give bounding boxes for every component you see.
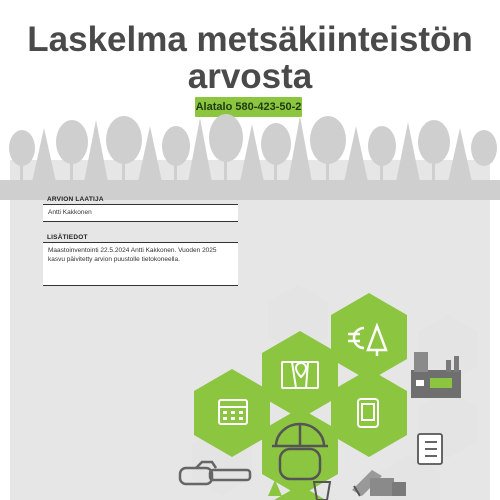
document-title-line2: arvosta: [187, 57, 313, 96]
hex-green: [331, 369, 407, 457]
hex-green: [331, 293, 407, 381]
additional-info-value: Maastoinventointi 22.5.2024 Antti Kakkonen. Vuoden 2025 kasvu päivitetty arvion puustolle tietokoneella.: [43, 242, 238, 286]
additional-info-label: LISÄTIEDOT: [47, 234, 88, 241]
checklist-icon: [418, 434, 442, 464]
property-id-badge: Alatalo 580-423-50-2: [195, 97, 302, 117]
document-title-line1: Laskelma metsäkiinteistön: [27, 20, 473, 59]
appraiser-label: ARVION LAATIJA: [47, 196, 104, 203]
appraiser-value: Antti Kakkonen: [43, 204, 238, 222]
